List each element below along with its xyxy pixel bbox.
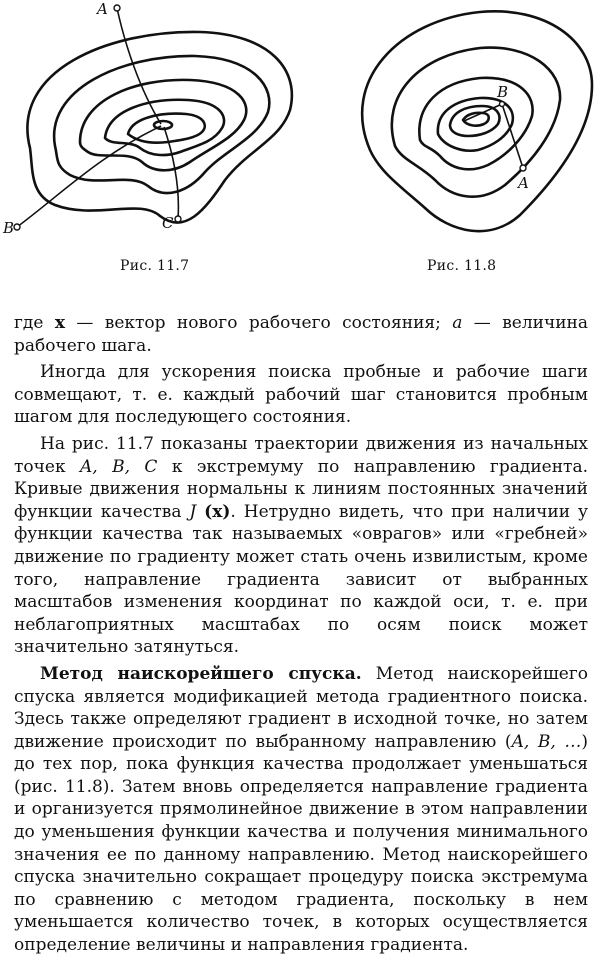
p3-text-2: к экстремуму по направлению градиента. Кривые движения нормальны к линиям постоянных значений функции качества	[14, 456, 588, 522]
p3-function-arg: (x)	[204, 501, 231, 522]
point-b-label: B	[3, 219, 15, 237]
start-points-fig1	[14, 5, 181, 230]
paragraph-3	[14, 433, 588, 659]
p3-text-1: На рис. 11.7 показаны траектории движения из начальных точек	[14, 433, 588, 477]
p4-points: A, B, …	[511, 731, 582, 752]
paragraph-1	[14, 312, 588, 357]
paragraph-2: Иногда для ускорения поиска пробные и рабочие шаги совмещают, т. е. каждый рабочий шаг становится пробным шагом для последующего состояния.	[14, 362, 588, 428]
p1-vector-x: x	[54, 313, 65, 333]
point-c-label: C	[162, 214, 174, 232]
section-heading: Метод наискорейшего спуска.	[40, 663, 362, 684]
point-b-label-fig2: B	[497, 83, 509, 101]
paragraph-4	[14, 663, 588, 957]
p4-text-1: Метод наискорейшего спуска является модификацией метода градиентного поиска. Здесь также определяют градиент в исходной точке, но затем движение происходит по выбранному направлению (	[14, 663, 588, 752]
figures-area	[0, 0, 600, 300]
p4-text-2: ) до тех пор, пока функция качества продолжает уменьшаться (рис. 11.8). Затем вновь определяется направление градиента и организуется прямолинейное движение в этом направлении до уменьшения функции качества и получения минимального значения ее по данному направлению. Метод наискорейшего спуска значительно сокращает процедуру поиска экстремума по сравнению с методом градиента, поскольку в нем уменьшается количество точек, в которых осуществляется определение величины и направления градиента.	[14, 731, 589, 956]
point-a-label-fig2: A	[518, 174, 529, 192]
p3-points: A, B, C	[80, 456, 158, 477]
p1-text-3: — величина рабочего шага.	[14, 313, 588, 356]
point-a-label: A	[97, 0, 108, 18]
body-text	[14, 312, 588, 957]
contour-lines-fig2	[362, 11, 592, 231]
figure-11-8-caption: Рис. 11.8	[427, 258, 497, 274]
figure-11-7-caption: Рис. 11.7	[120, 258, 190, 274]
p1-text-2: — вектор нового рабочего состояния;	[64, 313, 453, 333]
p3-text-3: . Нетрудно видеть, что при наличии у функции качества так называемых «оврагов» или «гребней» движение по градиенту может стать очень извилистым, кроме того, направление градиента зависит от выбранных масштабов изменения координат по каждой оси, т. е. при неблагоприятных масштабах по осям поиск может значительно затянуться.	[14, 501, 589, 658]
figure-11-7-drawing	[0, 0, 320, 250]
p1-symbol-a: a	[452, 313, 463, 333]
figure-11-8-drawing	[340, 0, 600, 250]
p3-function-j: J	[189, 501, 197, 522]
p1-text-1: где	[14, 313, 55, 333]
